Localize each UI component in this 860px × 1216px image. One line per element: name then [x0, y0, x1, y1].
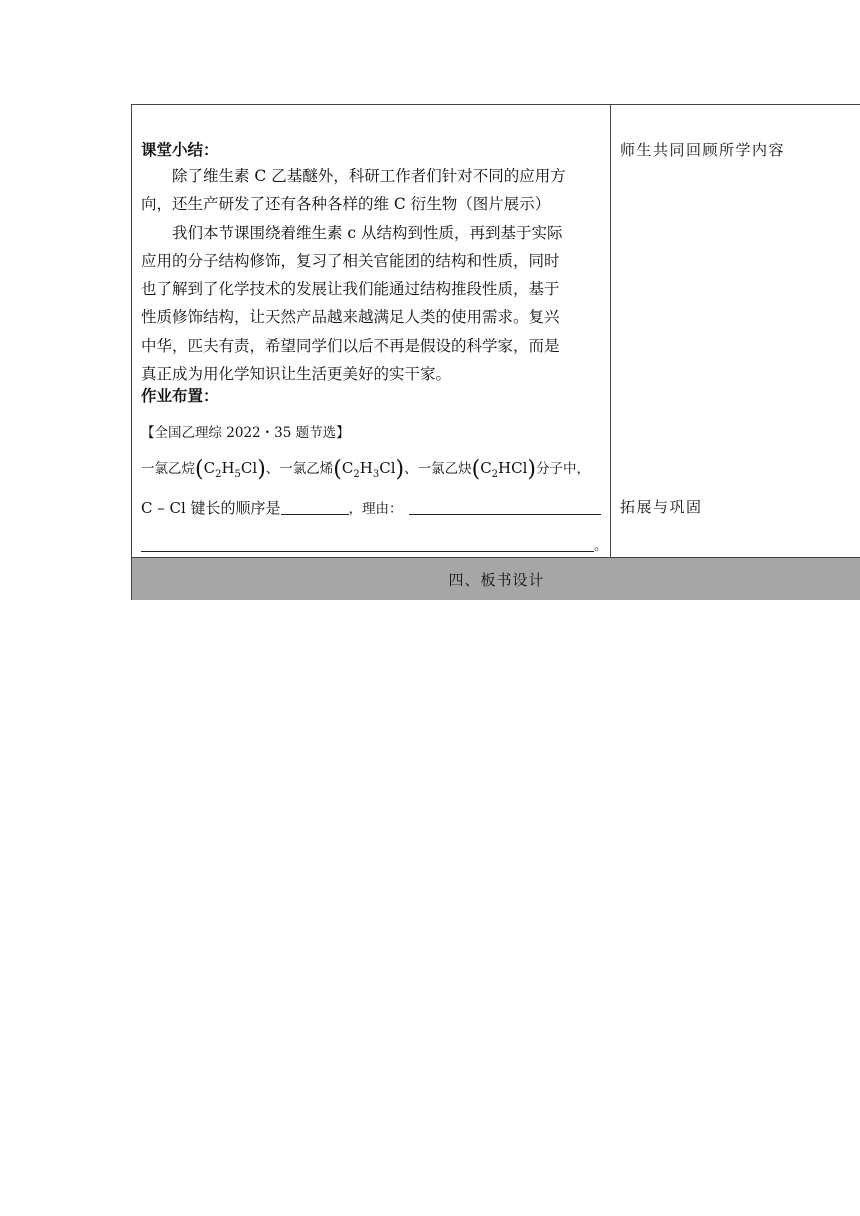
answer-blank-order[interactable] — [281, 500, 349, 515]
question-text: 、一氯乙烯 — [265, 461, 334, 477]
summary-line: 性质修饰结构，让天然产品越来越满足人类的使用需求。复兴 — [141, 308, 560, 327]
paren-open: ( — [195, 457, 204, 482]
question-text: ，理由： — [348, 501, 403, 517]
homework-question-line-3 — [141, 536, 608, 556]
summary-line: 除了维生素 C 乙基醚外，科研工作者们针对不同的应用方 — [172, 167, 566, 185]
answer-blank-reason-continued[interactable] — [141, 537, 594, 552]
homework-question-line-2 — [141, 498, 601, 519]
paren-close: ) — [257, 457, 266, 482]
homework-heading: 作业布置： — [141, 386, 219, 405]
lesson-plan-table — [131, 104, 860, 600]
activity-cell — [611, 105, 860, 557]
formula-chloroethyne: $C_2HCl$ — [480, 459, 528, 480]
homework-question-line-1 — [141, 458, 590, 485]
summary-paragraph-1 — [141, 162, 604, 388]
homework-source: 【全国乙理综 2022・35 题节选】 — [141, 425, 350, 441]
summary-line: 真正成为用化学知识让生活更美好的实干家。 — [141, 365, 452, 384]
summary-heading: 课堂小结： — [141, 140, 219, 159]
paren-close: ) — [395, 457, 405, 482]
paren-open: ( — [471, 457, 481, 482]
question-text: 一氯乙烷 — [141, 461, 195, 477]
question-text: 分子中， — [536, 461, 590, 477]
summary-line: 向，还生产研发了还有各种各样的维 C 衍生物（图片展示） — [141, 195, 551, 214]
summary-line: 中华，匹夫有责，希望同学们以后不再是假设的科学家，而是 — [141, 336, 560, 355]
question-end: 。 — [594, 538, 608, 554]
paren-open: ( — [333, 457, 342, 482]
formula-chloroethane: $C_2H_5Cl$ — [203, 459, 258, 480]
section-header-row — [132, 557, 860, 600]
formula-chloroethene: $C_2H_3Cl$ — [341, 459, 396, 480]
activity-note-review: 师生共同回顾所学内容 — [620, 141, 786, 159]
summary-line: 应用的分子结构修饰，复习了相关官能团的结构和性质，同时 — [141, 251, 560, 270]
activity-note-extension: 拓展与巩固 — [620, 498, 703, 516]
summary-line: 也了解到了化学技术的发展让我们能通过结构推段性质，基于 — [141, 280, 560, 299]
summary-line: 我们本节课围绕着维生素 c 从结构到性质，再到基于实际 — [172, 223, 563, 242]
paren-close: ) — [527, 457, 536, 482]
section-title: 四、板书设计 — [448, 570, 545, 589]
question-text: 、一氯乙炔 — [404, 461, 472, 477]
answer-blank-reason[interactable] — [409, 500, 601, 515]
question-text: C – Cl 键长的顺序是 — [141, 499, 281, 517]
content-cell — [132, 105, 611, 557]
